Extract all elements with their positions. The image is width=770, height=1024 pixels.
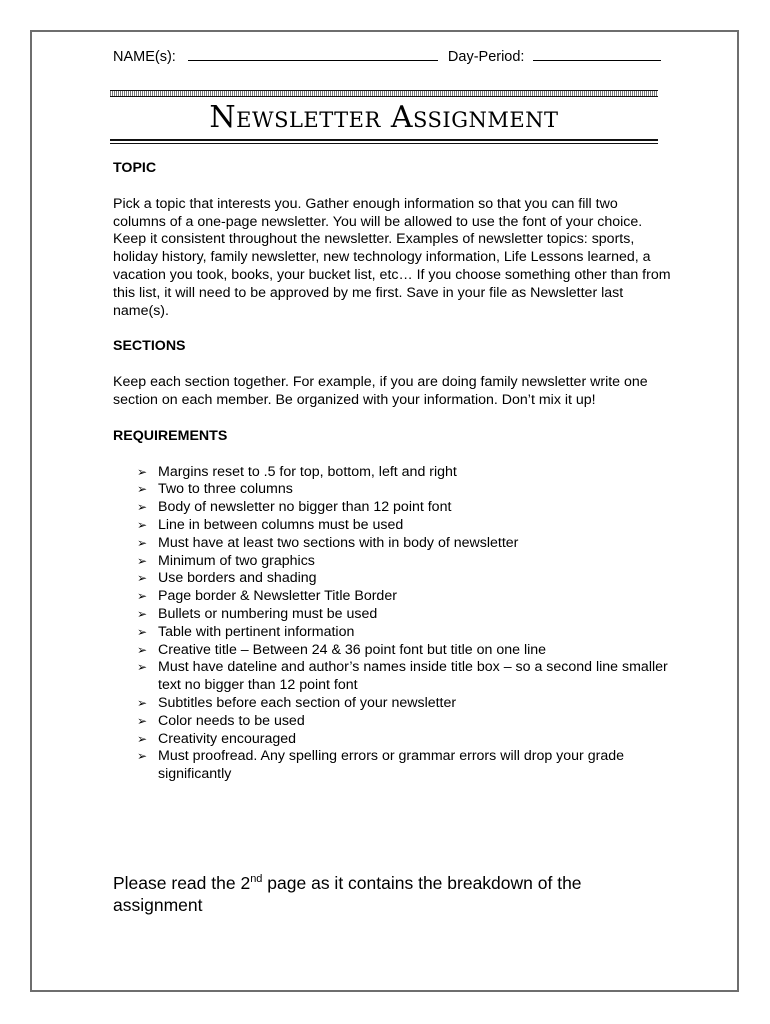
requirement-item — [137, 464, 673, 482]
title-block — [110, 90, 658, 144]
arrow-bullet-icon: ➢ — [137, 731, 148, 746]
title-top-rule — [110, 90, 658, 97]
arrow-bullet-icon: ➢ — [137, 642, 148, 657]
sections-text: Keep each section together. For example, if you are doing family newsletter write one section on each member. Be organized with your information. Don’t mix it up! — [113, 374, 648, 408]
requirement-item — [137, 659, 673, 695]
closing-text-end: page as it contains the breakdown of the assignment — [113, 873, 582, 915]
name-blank-field[interactable] — [188, 48, 438, 61]
name-period-line — [113, 48, 661, 65]
name-label: NAME(s): — [113, 49, 176, 65]
arrow-bullet-icon: ➢ — [137, 482, 148, 497]
requirement-item — [137, 517, 673, 535]
requirement-text: Two to three columns — [158, 481, 293, 498]
requirement-item — [137, 642, 673, 660]
requirement-item — [137, 606, 673, 624]
requirement-text: Page border & Newsletter Title Border — [158, 588, 397, 605]
requirement-text: Use borders and shading — [158, 570, 317, 587]
requirement-text: Subtitles before each section of your newsletter — [158, 694, 457, 711]
period-label: Day-Period: — [447, 49, 525, 65]
title-bottom-rule — [110, 139, 658, 144]
arrow-bullet-icon: ➢ — [137, 517, 148, 532]
requirements-heading: REQUIREMENTS — [113, 427, 228, 444]
arrow-bullet-icon: ➢ — [137, 695, 148, 710]
requirement-text: Minimum of two graphics — [158, 552, 315, 569]
requirement-item — [137, 695, 673, 713]
topic-text: Pick a topic that interests you. Gather enough information so that you can fill two columns of a one-page newsletter. You will be allowed to use the font of your choice. Keep it consistent throughout the newsletter. Examples of newsletter topics: sports, holiday history, family newsletter, new technology information, Life Lessons learned, a vacation you took, books, your bucket list, etc… If you choose something other than from this list, it will need to be approved by me first. Save in your file as Newsletter last name(s). — [113, 195, 671, 319]
requirement-text: Creative title – Between 24 & 36 point font but title on one line — [158, 641, 547, 658]
requirement-text: Color needs to be used — [158, 712, 305, 729]
requirement-item — [137, 570, 673, 588]
requirement-text: Must have dateline and author’s names inside title box – so a second line smaller text no bigger than 12 point font — [158, 659, 668, 694]
closing-note — [113, 872, 633, 916]
requirement-text: Margins reset to .5 for top, bottom, left and right — [158, 463, 457, 480]
arrow-bullet-icon: ➢ — [137, 553, 148, 568]
requirement-text: Creativity encouraged — [158, 730, 297, 747]
requirement-text: Bullets or numbering must be used — [158, 605, 378, 622]
period-blank-field[interactable] — [533, 48, 661, 61]
arrow-bullet-icon: ➢ — [137, 535, 148, 550]
requirement-item — [137, 588, 673, 606]
arrow-bullet-icon: ➢ — [137, 464, 148, 479]
requirement-item — [137, 748, 673, 784]
arrow-bullet-icon: ➢ — [137, 571, 148, 586]
requirement-text: Line in between columns must be used — [158, 516, 404, 533]
arrow-bullet-icon: ➢ — [137, 713, 148, 728]
sections-heading: SECTIONS — [113, 338, 186, 355]
requirement-item — [137, 481, 673, 499]
requirement-item — [137, 535, 673, 553]
requirement-text: Table with pertinent information — [158, 623, 355, 640]
arrow-bullet-icon: ➢ — [137, 624, 148, 639]
requirement-item — [137, 499, 673, 517]
requirement-item — [137, 713, 673, 731]
arrow-bullet-icon: ➢ — [137, 749, 148, 764]
arrow-bullet-icon: ➢ — [137, 606, 148, 621]
requirement-text: Body of newsletter no bigger than 12 point font — [158, 499, 452, 516]
closing-text-start: Please read the 2 — [113, 873, 251, 893]
requirement-item — [137, 731, 673, 749]
page-title: Newsletter Assignment — [209, 100, 559, 135]
topic-heading: TOPIC — [113, 160, 157, 176]
closing-superscript: nd — [250, 873, 263, 886]
arrow-bullet-icon: ➢ — [137, 589, 148, 604]
arrow-bullet-icon: ➢ — [137, 500, 148, 515]
arrow-bullet-icon: ➢ — [137, 660, 148, 675]
requirement-item — [137, 553, 673, 571]
requirements-list — [113, 464, 673, 784]
requirement-text: Must have at least two sections with in body of newsletter — [158, 534, 519, 551]
assignment-body — [113, 160, 673, 784]
requirement-text: Must proofread. Any spelling errors or grammar errors will drop your grade significantly — [158, 748, 625, 783]
requirement-item — [137, 624, 673, 642]
